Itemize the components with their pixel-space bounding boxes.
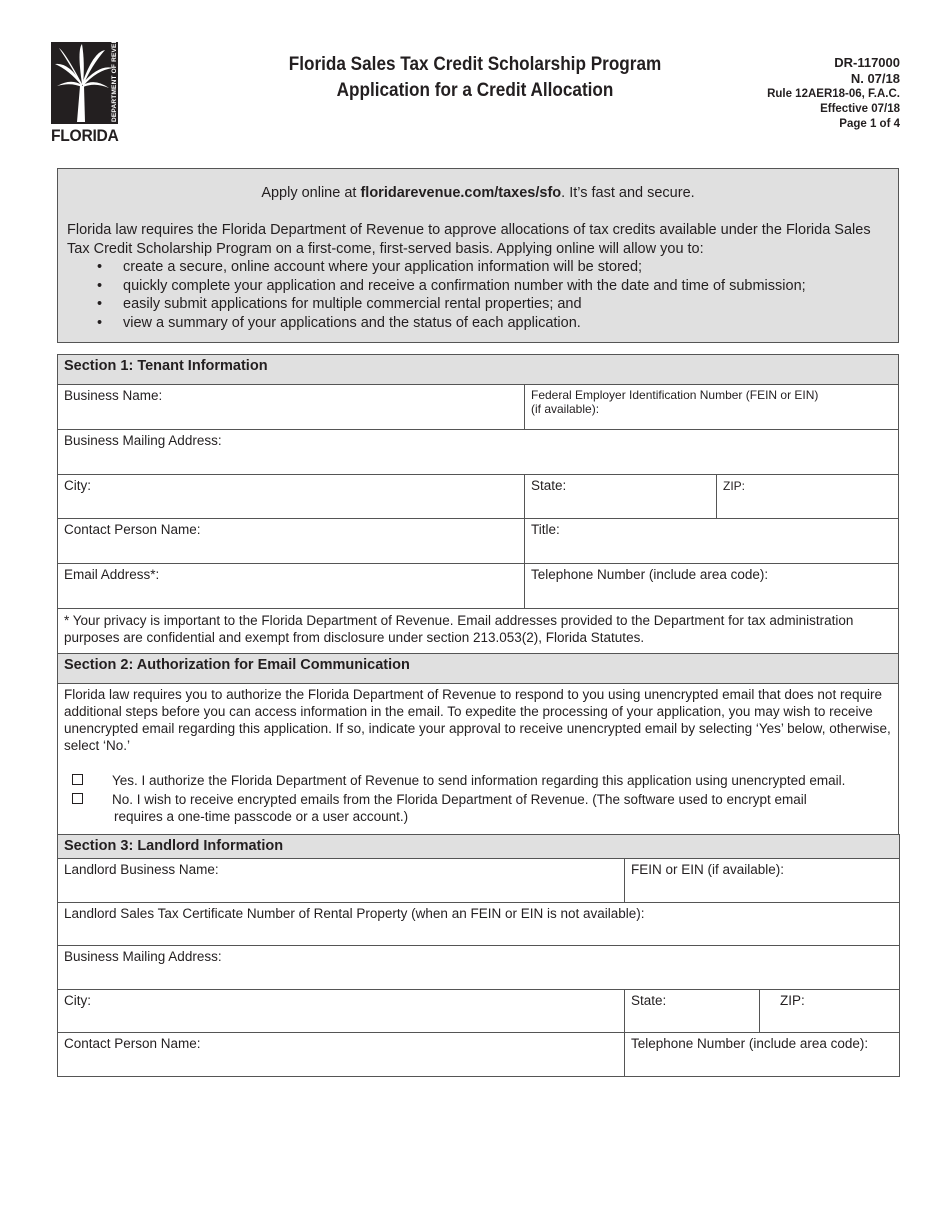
landlord-fein-label: FEIN or EIN (if available): bbox=[631, 862, 785, 877]
palm-tree-logo-icon bbox=[51, 42, 118, 124]
landlord-zip-label: ZIP: bbox=[780, 993, 805, 1008]
section-1-header: Section 1: Tenant Information bbox=[57, 354, 899, 385]
no-checkbox[interactable] bbox=[72, 793, 83, 804]
landlord-telephone-label: Telephone Number (include area code): bbox=[631, 1036, 869, 1051]
city-field[interactable] bbox=[57, 474, 525, 519]
title-field[interactable] bbox=[524, 518, 899, 564]
yes-label: Yes. I authorize the Florida Department of Revenue to send information regarding this application using unencrypted email. bbox=[112, 773, 846, 788]
contact-name-label: Contact Person Name: bbox=[64, 522, 201, 537]
apply-prefix: Apply online at bbox=[261, 185, 361, 201]
intro-paragraph bbox=[67, 221, 887, 332]
title-label: Title: bbox=[531, 522, 560, 537]
city-label: City: bbox=[64, 478, 91, 493]
mailing-address-field[interactable] bbox=[57, 429, 899, 475]
mailing-address-label: Business Mailing Address: bbox=[64, 433, 222, 448]
list-item: • quickly complete your application and receive a confirmation number with the date and time of submission; bbox=[91, 277, 887, 296]
authorization-paragraph: Florida law requires you to authorize the Florida Department of Revenue to respond to you using unencrypted email that does not require additional steps before you can access information in the email. To expedite the processing of your application, you may wish to receive unencrypted email regarding this application. If so, indicate your approval to receive unencrypted email by selecting ‘Yes’ below, otherwise, select ‘No.’ bbox=[64, 687, 891, 753]
telephone-label: Telephone Number (include area code): bbox=[531, 567, 769, 582]
section-2-header: Section 2: Authorization for Email Communication bbox=[57, 653, 899, 684]
apply-url-link[interactable]: floridarevenue.com/taxes/sfo bbox=[360, 185, 562, 201]
state-label: State: bbox=[531, 478, 567, 493]
business-name-field[interactable] bbox=[57, 384, 525, 430]
intro-box bbox=[57, 168, 899, 343]
form-revision: N. 07/18 bbox=[850, 71, 900, 86]
landlord-city-label: City: bbox=[64, 993, 91, 1008]
form-effective: Effective 07/18 bbox=[820, 103, 900, 115]
landlord-mailing-address-label: Business Mailing Address: bbox=[64, 949, 222, 964]
no-label-line-2: requires a one-time passcode or a user account.) bbox=[114, 809, 409, 824]
landlord-contact-name-field[interactable] bbox=[57, 1032, 625, 1077]
title-line-2: Application for a Credit Allocation bbox=[336, 79, 614, 101]
list-item: • create a secure, online account where your application information will be stored; bbox=[91, 258, 887, 277]
list-item: • view a summary of your applications and the status of each application. bbox=[91, 314, 887, 333]
option-yes[interactable] bbox=[72, 772, 892, 792]
list-item: • easily submit applications for multiple commercial rental properties; and bbox=[91, 295, 887, 314]
form-number: DR-117000 bbox=[834, 55, 900, 70]
landlord-mailing-address-field[interactable] bbox=[57, 945, 900, 990]
fein-field[interactable] bbox=[524, 384, 899, 430]
contact-name-field[interactable] bbox=[57, 518, 525, 564]
no-label bbox=[112, 791, 892, 825]
landlord-contact-name-label: Contact Person Name: bbox=[64, 1036, 201, 1051]
intro-text: Florida law requires the Florida Department of Revenue to approve allocations of tax credits available under the Florida Sales Tax Credit Scholarship Program on a first-come, first-served basis. Applying online will allow you to: bbox=[67, 222, 871, 257]
page-number: Page 1 of 4 bbox=[839, 118, 900, 130]
fein-label-2: (if available): bbox=[531, 402, 600, 416]
privacy-note: * Your privacy is important to the Florida Department of Revenue. Email addresses provided to the Department for tax administration purposes are confidential and exempt from disclosure under section 213.053(2), Florida Statutes. bbox=[57, 608, 899, 654]
no-label-line-1: No. I wish to receive encrypted emails from the Florida Department of Revenue. (The software used to encrypt email bbox=[112, 792, 807, 807]
landlord-telephone-field[interactable] bbox=[624, 1032, 900, 1077]
landlord-city-field[interactable] bbox=[57, 989, 625, 1033]
logo-department-text: DEPARTMENT OF REVENUE bbox=[111, 29, 118, 122]
intro-bullets bbox=[67, 258, 887, 332]
logo-florida-text: FLORIDA bbox=[51, 126, 119, 145]
fein-label-1: Federal Employer Identification Number (FEIN or EIN) bbox=[531, 388, 819, 402]
apply-suffix: . It’s fast and secure. bbox=[561, 185, 695, 201]
business-name-label: Business Name: bbox=[64, 388, 163, 403]
state-field[interactable] bbox=[524, 474, 717, 519]
landlord-name-field[interactable] bbox=[57, 858, 625, 903]
telephone-field[interactable] bbox=[524, 563, 899, 609]
email-field[interactable] bbox=[57, 563, 525, 609]
certificate-number-label: Landlord Sales Tax Certificate Number of Rental Property (when an FEIN or EIN is not available): bbox=[64, 906, 645, 921]
email-label: Email Address*: bbox=[64, 567, 160, 582]
landlord-state-label: State: bbox=[631, 993, 667, 1008]
zip-field[interactable] bbox=[716, 474, 899, 519]
landlord-fein-field[interactable] bbox=[624, 858, 900, 903]
yes-checkbox[interactable] bbox=[72, 774, 83, 785]
certificate-number-field[interactable] bbox=[57, 902, 900, 946]
landlord-zip-field[interactable] bbox=[759, 989, 900, 1033]
zip-label: ZIP: bbox=[723, 479, 746, 493]
landlord-state-field[interactable] bbox=[624, 989, 760, 1033]
form-rule: Rule 12AER18-06, F.A.C. bbox=[767, 88, 900, 100]
title-line-1: Florida Sales Tax Credit Scholarship Program bbox=[288, 53, 662, 75]
section-3-header: Section 3: Landlord Information bbox=[57, 834, 900, 859]
apply-online-line bbox=[58, 184, 898, 203]
florida-dor-logo bbox=[51, 29, 121, 145]
form-identifier bbox=[767, 55, 900, 132]
option-no[interactable] bbox=[72, 791, 892, 827]
landlord-name-label: Landlord Business Name: bbox=[64, 862, 219, 877]
form-title bbox=[200, 51, 750, 103]
